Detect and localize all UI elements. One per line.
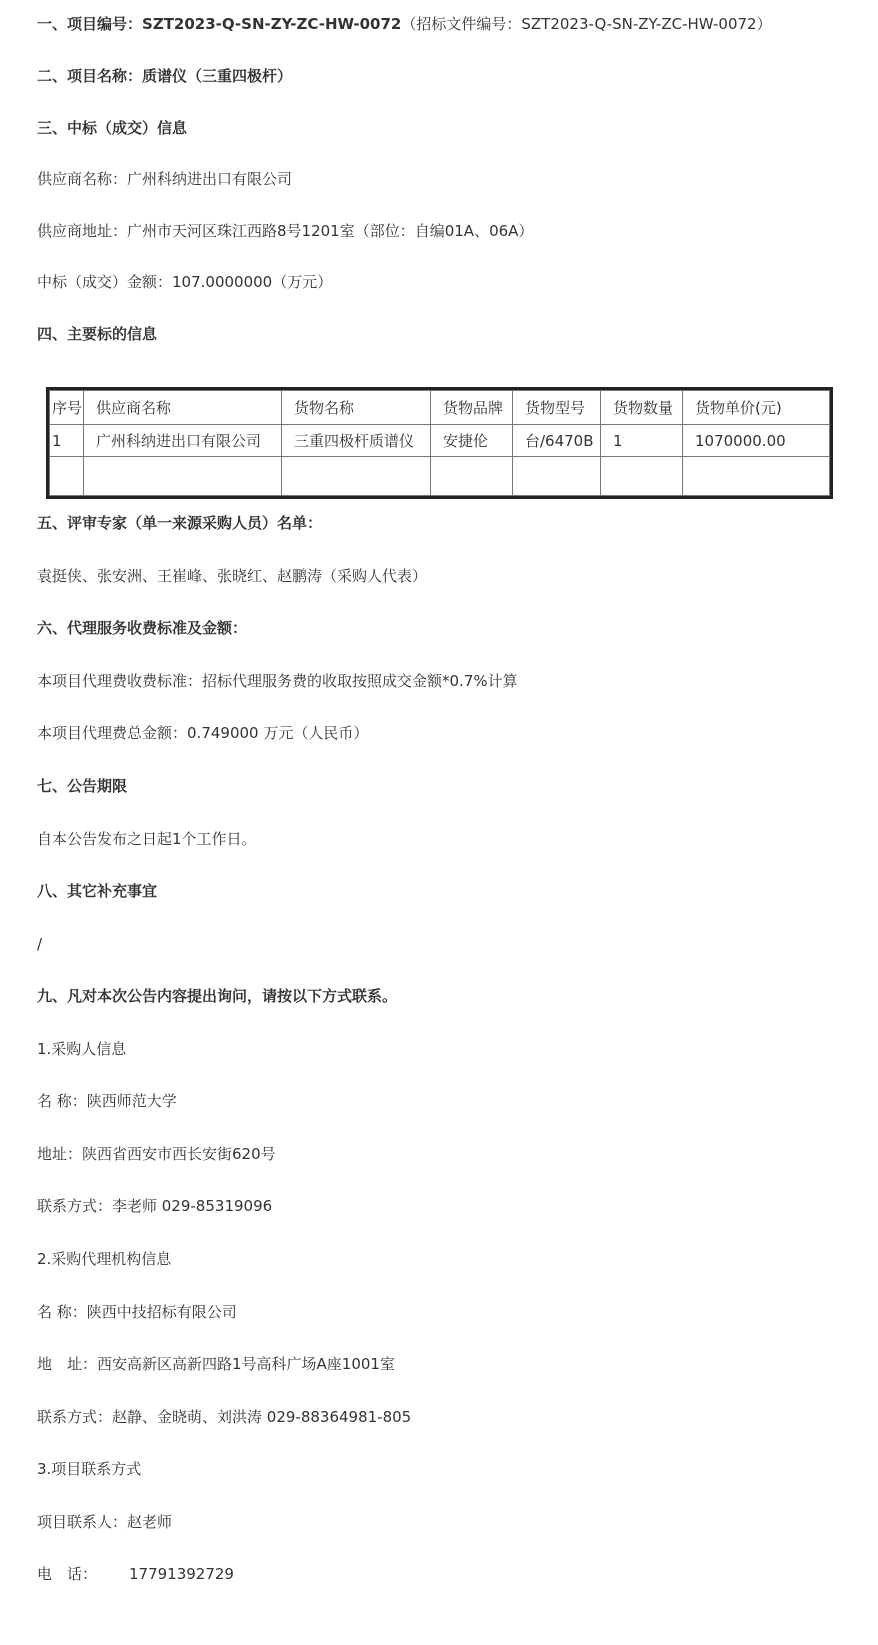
col-header-model: 货物型号 <box>513 391 601 425</box>
table-row <box>50 425 830 457</box>
purchaser-name: 名 称：陕西师范大学 <box>37 1092 177 1110</box>
cell-goods-name: 三重四极杆质谱仪 <box>282 425 431 457</box>
empty-cell <box>601 457 683 496</box>
empty-cell <box>431 457 513 496</box>
agency-heading: 2.采购代理机构信息 <box>37 1250 172 1268</box>
empty-cell <box>282 457 431 496</box>
experts-list: 袁挺侠、张安洲、王崔峰、张晓红、赵鹏涛（采购人代表） <box>37 567 428 585</box>
project-contact-person: 项目联系人：赵老师 <box>37 1513 173 1531</box>
other-matters-text: / <box>37 935 43 953</box>
section-other-matters-title: 八、其它补充事宜 <box>37 882 158 900</box>
tender-file-number: （招标文件编号：SZT2023-Q-SN-ZY-ZC-HW-0072） <box>401 15 772 33</box>
col-header-quantity: 货物数量 <box>601 391 683 425</box>
agency-fee-total: 本项目代理费总金额：0.749000 万元（人民币） <box>37 724 369 742</box>
section-contact-title: 九、凡对本次公告内容提出询问，请按以下方式联系。 <box>37 987 398 1005</box>
phone-number: 17791392729 <box>129 1565 234 1583</box>
section-project-number <box>37 14 772 34</box>
project-contact-heading: 3.项目联系方式 <box>37 1460 142 1478</box>
cell-quantity: 1 <box>601 425 683 457</box>
cell-brand: 安捷伦 <box>431 425 513 457</box>
supplier-address: 供应商地址：广州市天河区珠江西路8号1201室（部位：自编01A、06A） <box>37 222 534 240</box>
supplier-name: 供应商名称：广州科纳进出口有限公司 <box>37 170 293 188</box>
cell-model: 台/6470B <box>513 425 601 457</box>
col-header-brand: 货物品牌 <box>431 391 513 425</box>
cell-index: 1 <box>50 425 84 457</box>
award-amount: 中标（成交）金额：107.0000000（万元） <box>37 273 333 291</box>
project-number-label: 一、项目编号： <box>37 15 143 33</box>
section-agency-fee-title: 六、代理服务收费标准及金额： <box>37 619 248 637</box>
col-header-index: 序号 <box>50 391 84 425</box>
section-award-title: 三、中标（成交）信息 <box>37 119 188 137</box>
purchaser-heading: 1.采购人信息 <box>37 1040 127 1058</box>
purchaser-address: 地址：陕西省西安市西长安街620号 <box>37 1145 276 1163</box>
col-header-unit-price: 货物单价(元) <box>683 391 830 425</box>
empty-cell <box>513 457 601 496</box>
empty-cell <box>84 457 282 496</box>
project-contact-phone <box>37 1564 234 1584</box>
items-table-container <box>46 387 833 499</box>
purchaser-contact: 联系方式：李老师 029-85319096 <box>37 1197 273 1215</box>
table-empty-row <box>50 457 830 496</box>
section-notice-period-title: 七、公告期限 <box>37 777 128 795</box>
agency-address: 地 址：西安高新区高新四路1号高科广场A座1001室 <box>37 1355 395 1373</box>
cell-supplier: 广州科纳进出口有限公司 <box>84 425 282 457</box>
agency-fee-standard: 本项目代理费收费标准：招标代理服务费的收取按照成交金额*0.7%计算 <box>37 672 518 690</box>
empty-cell <box>683 457 830 496</box>
table-header-row <box>50 391 830 425</box>
section-project-name: 二、项目名称：质谱仪（三重四极杆） <box>37 67 293 85</box>
project-number-code: SZT2023-Q-SN-ZY-ZC-HW-0072 <box>142 15 402 33</box>
phone-label: 电 话： <box>37 1565 98 1583</box>
items-table <box>49 390 830 496</box>
section-main-items-title: 四、主要标的信息 <box>37 325 158 343</box>
agency-name: 名 称：陕西中技招标有限公司 <box>37 1303 237 1321</box>
section-experts-title: 五、评审专家（单一来源采购人员）名单： <box>37 514 323 532</box>
col-header-supplier: 供应商名称 <box>84 391 282 425</box>
agency-contact: 联系方式：赵静、金晓萌、刘洪涛 029-88364981-805 <box>37 1408 412 1426</box>
cell-unit-price: 1070000.00 <box>683 425 830 457</box>
col-header-goods-name: 货物名称 <box>282 391 431 425</box>
notice-period-text: 自本公告发布之日起1个工作日。 <box>37 830 257 848</box>
empty-cell <box>50 457 84 496</box>
